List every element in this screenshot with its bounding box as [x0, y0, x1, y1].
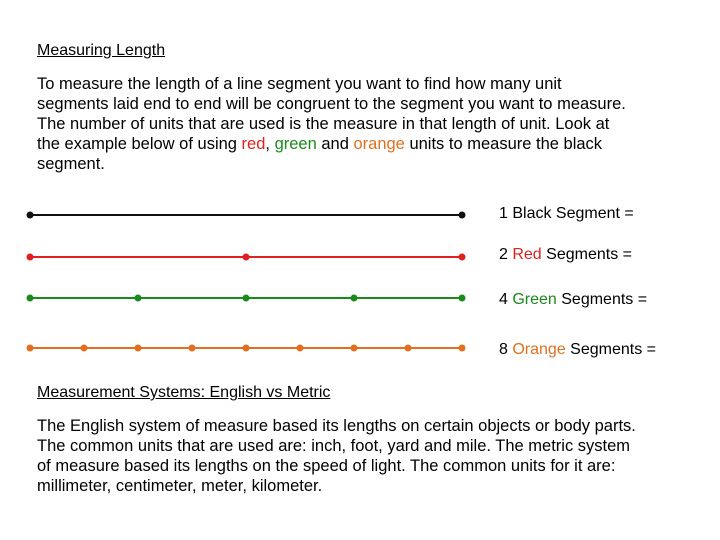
text-run: ,	[265, 135, 275, 153]
segment-endpoint-black	[27, 212, 34, 219]
segment-endpoint-orange	[405, 345, 412, 352]
segment-suffix: Segments =	[565, 341, 656, 358]
segment-endpoint-orange	[459, 345, 466, 352]
colored-word-green: green	[274, 135, 317, 153]
segment-count: 4	[499, 291, 513, 308]
segment-color-word: Black	[512, 205, 552, 222]
text-run: To measure the length of a line segment you want to find how many unit	[37, 75, 562, 93]
segment-suffix: Segment =	[551, 205, 634, 222]
section-title-measuring-length: Measuring Length	[37, 42, 166, 59]
segment-endpoint-red	[243, 254, 250, 261]
segment-endpoint-orange	[297, 345, 304, 352]
text-run: the example below of using	[37, 135, 242, 153]
paragraph-line: millimeter, centimeter, meter, kilometer.	[37, 477, 323, 495]
segment-endpoint-green	[135, 295, 142, 302]
segment-endpoint-orange	[81, 345, 88, 352]
text-run: units to measure the black	[404, 135, 603, 153]
segment-endpoint-orange	[135, 345, 142, 352]
segment-count: 8	[499, 341, 513, 358]
segment-count: 2	[499, 246, 513, 263]
text-run: segments laid end to end will be congruent to the segment you want to measure.	[37, 95, 626, 113]
segment-endpoint-black	[459, 212, 466, 219]
segment-label-green	[499, 291, 647, 309]
segment-color-word: Red	[512, 246, 542, 263]
paragraph-line: The common units that are used are: inch, foot, yard and mile. The metric system	[37, 437, 631, 455]
segment-label-orange	[499, 341, 656, 359]
segment-endpoint-green	[351, 295, 358, 302]
segment-suffix: Segments =	[541, 246, 632, 263]
segment-endpoint-red	[27, 254, 34, 261]
segment-label-red	[499, 246, 632, 264]
measurement-systems-paragraph	[37, 416, 702, 496]
segment-endpoint-green	[459, 295, 466, 302]
segment-color-word: Orange	[512, 341, 566, 358]
colored-word-orange: orange	[353, 135, 405, 153]
text-run: segment.	[37, 155, 105, 173]
segment-endpoint-orange	[189, 345, 196, 352]
segment-label-black	[499, 205, 634, 223]
section-title-measurement-systems: Measurement Systems: English vs Metric	[37, 384, 331, 401]
colored-word-red: red	[241, 135, 266, 153]
segment-endpoint-orange	[27, 345, 34, 352]
segment-color-word: Green	[512, 291, 557, 308]
text-run: and	[316, 135, 354, 153]
text-run: The number of units that are used is the measure in that length of unit. Look at	[37, 115, 610, 133]
segment-endpoint-orange	[351, 345, 358, 352]
paragraph-line: The English system of measure based its lengths on certain objects or body parts.	[37, 417, 636, 435]
segment-endpoint-green	[27, 295, 34, 302]
segment-endpoint-green	[243, 295, 250, 302]
segment-endpoint-red	[459, 254, 466, 261]
segment-count: 1	[499, 205, 513, 222]
paragraph-line: of measure based its lengths on the speed of light. The common units for it are:	[37, 457, 616, 475]
segment-endpoint-orange	[243, 345, 250, 352]
segment-suffix: Segments =	[556, 291, 648, 308]
